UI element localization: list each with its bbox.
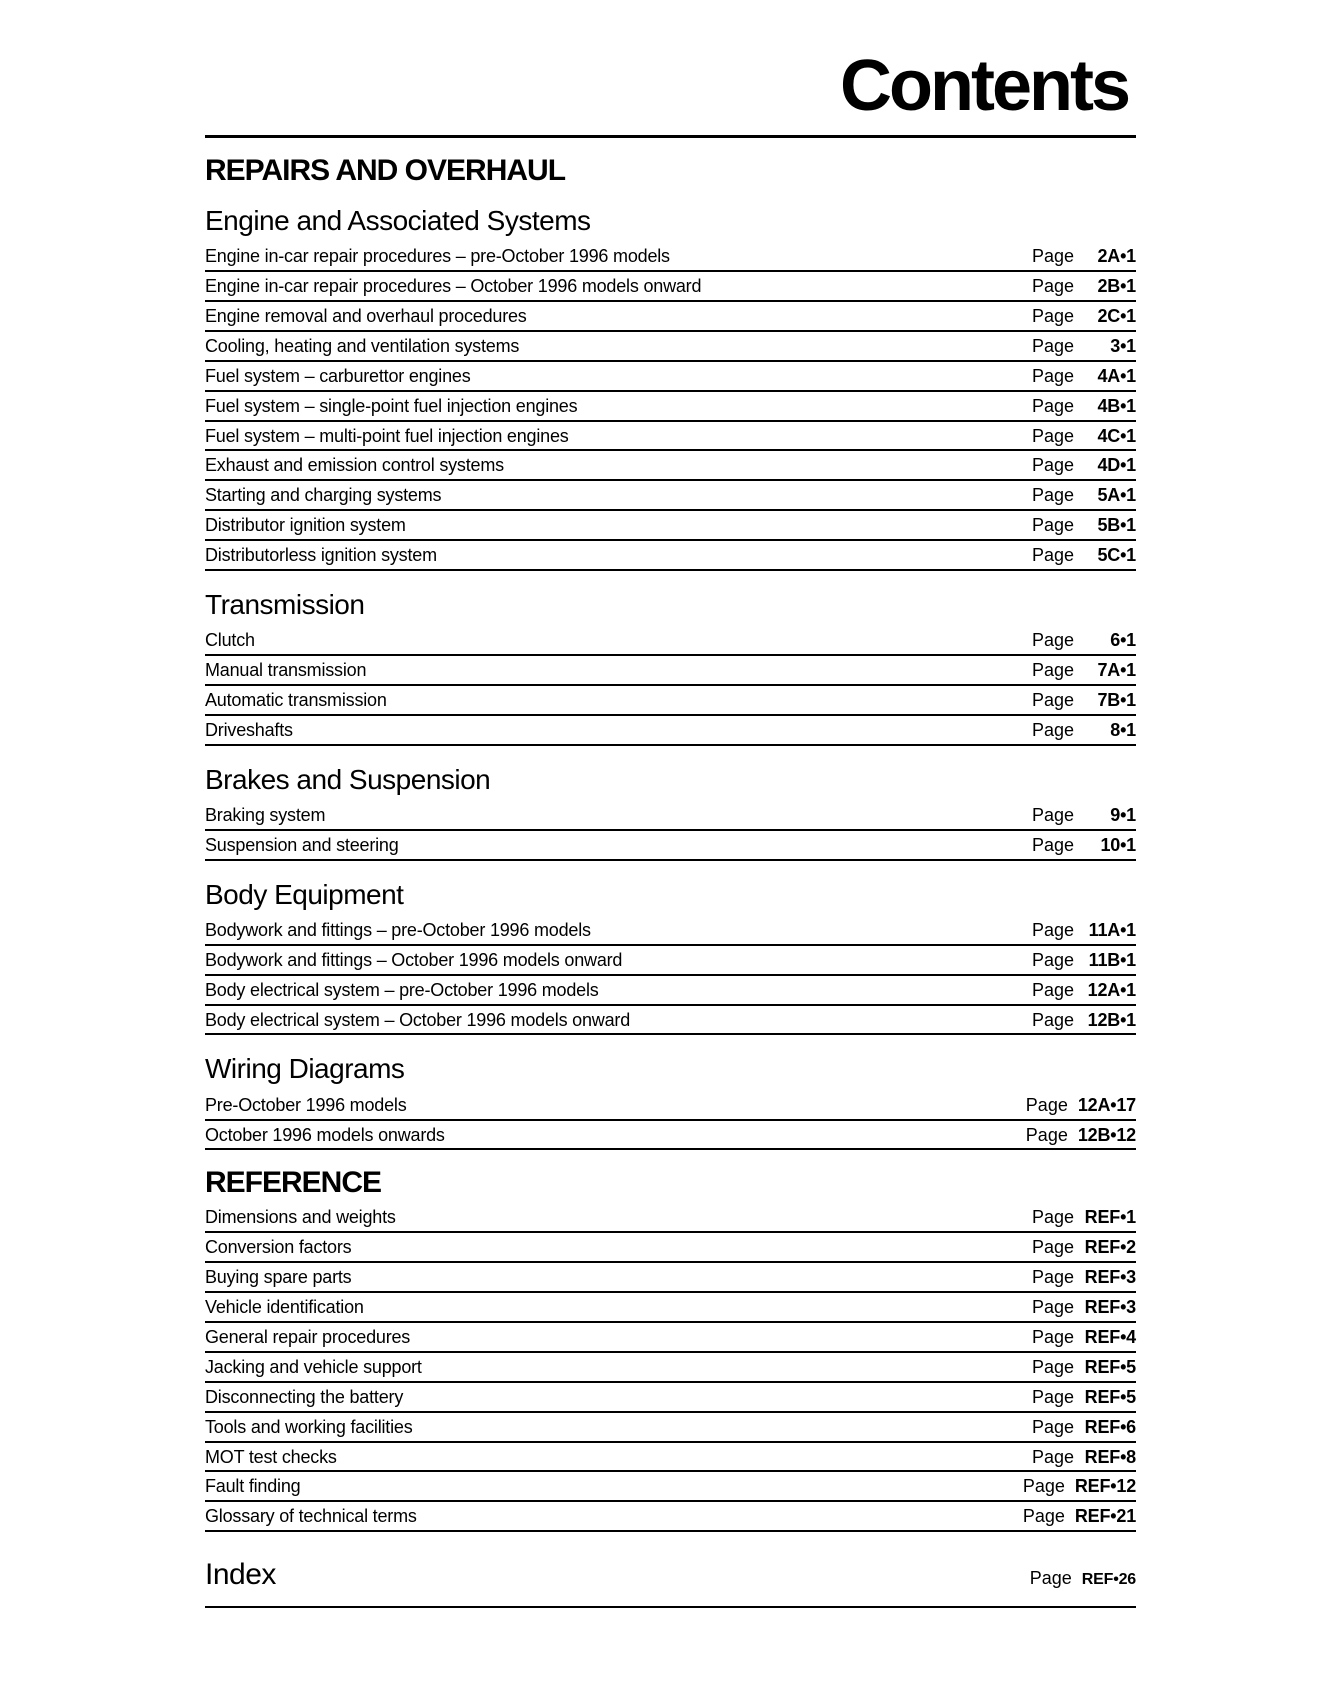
toc-entry-page bbox=[1032, 516, 1136, 535]
toc-row bbox=[205, 716, 1136, 746]
page-number: 6•1 bbox=[1110, 630, 1136, 651]
page-number: REF•12 bbox=[1074, 1476, 1136, 1497]
toc-entry-label: Distributor ignition system bbox=[205, 515, 406, 536]
page-number: REF•1 bbox=[1084, 1207, 1136, 1228]
toc-row bbox=[205, 1323, 1136, 1353]
toc-entry-page bbox=[1032, 1268, 1136, 1287]
toc-entry-page bbox=[1032, 1298, 1136, 1317]
toc-entry-page bbox=[1026, 1096, 1136, 1115]
page-word-label: Page bbox=[1025, 1124, 1068, 1145]
page-word-label: Page bbox=[1025, 1094, 1068, 1115]
index-label: Index bbox=[205, 1558, 276, 1592]
toc-row bbox=[205, 362, 1136, 392]
group-heading: Brakes and Suspension bbox=[205, 763, 491, 795]
toc-entry-label: Fuel system – carburettor engines bbox=[205, 365, 471, 386]
page-word-label: Page bbox=[1031, 1446, 1074, 1467]
toc-entry-page bbox=[1032, 1388, 1136, 1407]
group-heading: Engine and Associated Systems bbox=[205, 205, 591, 236]
toc-row bbox=[205, 332, 1136, 362]
toc-entry-label: Buying spare parts bbox=[205, 1267, 352, 1288]
toc-entry-label: Distributorless ignition system bbox=[205, 545, 437, 566]
toc-entry-page bbox=[1032, 1208, 1136, 1227]
page-word-label: Page bbox=[1031, 246, 1074, 267]
page-word-label: Page bbox=[1031, 276, 1074, 297]
page-word-label: Page bbox=[1031, 365, 1074, 386]
toc-row bbox=[205, 946, 1136, 976]
page-word-label: Page bbox=[1031, 1237, 1074, 1258]
page-number: REF•5 bbox=[1084, 1356, 1136, 1377]
toc-entry-label: October 1996 models onwards bbox=[205, 1124, 445, 1145]
page-number: 7B•1 bbox=[1097, 689, 1136, 710]
page-number: 2B•1 bbox=[1097, 276, 1136, 297]
page-number: REF•21 bbox=[1074, 1506, 1136, 1527]
page-number: 12B•1 bbox=[1087, 1009, 1136, 1030]
contents-page bbox=[205, 46, 1136, 1608]
page-number: REF•8 bbox=[1084, 1446, 1136, 1467]
toc-row bbox=[205, 272, 1136, 302]
toc-row bbox=[205, 422, 1136, 452]
toc-entry-label: Automatic transmission bbox=[205, 689, 387, 710]
toc-row bbox=[205, 541, 1136, 571]
page-number: REF•6 bbox=[1084, 1416, 1136, 1437]
toc-row bbox=[205, 511, 1136, 541]
toc-entry-page bbox=[1032, 806, 1136, 825]
toc-row bbox=[205, 392, 1136, 422]
toc-entry-label: Conversion factors bbox=[205, 1237, 352, 1258]
page-word-label: Page bbox=[1031, 660, 1074, 681]
toc-row bbox=[205, 451, 1136, 481]
page-word-label: Page bbox=[1029, 1568, 1072, 1589]
toc-entry-page bbox=[1032, 1328, 1136, 1347]
toc-entry-label: Disconnecting the battery bbox=[205, 1386, 404, 1407]
toc-row bbox=[205, 626, 1136, 656]
page-number: REF•2 bbox=[1084, 1237, 1136, 1258]
page-word-label: Page bbox=[1031, 1356, 1074, 1377]
page-word-label: Page bbox=[1031, 719, 1074, 740]
index-row bbox=[205, 1558, 1136, 1608]
toc-entry-page bbox=[1023, 1507, 1136, 1526]
toc-entry-label: Cooling, heating and ventilation systems bbox=[205, 335, 520, 356]
toc-entry-page bbox=[1032, 981, 1136, 1000]
toc-row bbox=[205, 1091, 1136, 1121]
toc-entry-label: Starting and charging systems bbox=[205, 485, 442, 506]
toc-entry-page bbox=[1032, 1448, 1136, 1467]
page-word-label: Page bbox=[1031, 515, 1074, 536]
page-number: REF•4 bbox=[1084, 1326, 1136, 1347]
toc-row bbox=[205, 302, 1136, 332]
toc-entry-page bbox=[1032, 921, 1136, 940]
toc-row bbox=[205, 242, 1136, 272]
page-number: 11A•1 bbox=[1088, 919, 1136, 940]
group-heading: Body Equipment bbox=[205, 878, 404, 910]
toc-row bbox=[205, 686, 1136, 716]
toc-entry-page bbox=[1032, 367, 1136, 386]
page-word-label: Page bbox=[1031, 949, 1074, 970]
group-heading: Transmission bbox=[205, 588, 365, 620]
toc-entry-page bbox=[1032, 631, 1136, 650]
page-number: 4D•1 bbox=[1097, 455, 1136, 476]
part-heading: REPAIRS AND OVERHAUL bbox=[205, 154, 566, 187]
toc-entry-label: Fuel system – single-point fuel injection engines bbox=[205, 395, 578, 416]
toc-entry-label: MOT test checks bbox=[205, 1446, 337, 1467]
toc-row bbox=[205, 1263, 1136, 1293]
page-number: 5B•1 bbox=[1097, 515, 1136, 536]
toc-row bbox=[205, 916, 1136, 946]
toc-row bbox=[205, 1472, 1136, 1502]
page-word-label: Page bbox=[1031, 305, 1074, 326]
toc-entry-label: Manual transmission bbox=[205, 660, 367, 681]
toc-entry-label: Bodywork and fittings – pre-October 1996 models bbox=[205, 919, 591, 940]
toc-row bbox=[205, 831, 1136, 861]
page-number: REF•3 bbox=[1084, 1267, 1136, 1288]
toc-entry-label: Fault finding bbox=[205, 1476, 301, 1497]
toc-entry-page bbox=[1032, 546, 1136, 565]
page-number: 3•1 bbox=[1110, 335, 1136, 356]
toc-row bbox=[205, 1006, 1136, 1036]
page-word-label: Page bbox=[1031, 485, 1074, 506]
toc-entry-label: Clutch bbox=[205, 630, 255, 651]
page-number: 5C•1 bbox=[1097, 545, 1136, 566]
page-number: 7A•1 bbox=[1097, 660, 1136, 681]
toc-entry-page bbox=[1032, 1011, 1136, 1030]
toc-entry-label: Jacking and vehicle support bbox=[205, 1356, 422, 1377]
page-word-label: Page bbox=[1031, 425, 1074, 446]
toc-entry-page bbox=[1032, 836, 1136, 855]
toc-entry-label: Driveshafts bbox=[205, 719, 293, 740]
page-word-label: Page bbox=[1031, 1326, 1074, 1347]
page-word-label: Page bbox=[1031, 1297, 1074, 1318]
toc-entry-page bbox=[1032, 1358, 1136, 1377]
toc-row bbox=[205, 1233, 1136, 1263]
toc-entry-page bbox=[1032, 661, 1136, 680]
toc-row bbox=[205, 1353, 1136, 1383]
page-word-label: Page bbox=[1031, 335, 1074, 356]
toc-entry-page bbox=[1032, 307, 1136, 326]
toc-entry-label: Body electrical system – pre-October 1996 models bbox=[205, 979, 599, 1000]
toc-entry-label: Body electrical system – October 1996 models onward bbox=[205, 1009, 631, 1030]
toc-entry-page bbox=[1032, 427, 1136, 446]
page-number: 4A•1 bbox=[1097, 365, 1136, 386]
toc-entry-page bbox=[1032, 691, 1136, 710]
page-number: REF•26 bbox=[1081, 1571, 1136, 1589]
toc-entry-page bbox=[1032, 1238, 1136, 1257]
toc-entry-label: Tools and working facilities bbox=[205, 1416, 413, 1437]
toc-entry-page bbox=[1032, 277, 1136, 296]
page-word-label: Page bbox=[1031, 919, 1074, 940]
toc-row bbox=[205, 976, 1136, 1006]
toc-entry-label: Glossary of technical terms bbox=[205, 1506, 417, 1527]
page-word-label: Page bbox=[1031, 545, 1074, 566]
part-heading: REFERENCE bbox=[205, 1166, 382, 1200]
toc-entry-page bbox=[1032, 486, 1136, 505]
toc-row bbox=[205, 1121, 1136, 1151]
toc-entry-page bbox=[1026, 1126, 1136, 1145]
page-number: 12A•17 bbox=[1077, 1094, 1136, 1115]
toc-entry-label: General repair procedures bbox=[205, 1326, 411, 1347]
page-number: 9•1 bbox=[1110, 804, 1136, 825]
toc-entry-label: Fuel system – multi-point fuel injection engines bbox=[205, 425, 569, 446]
page-number: 10•1 bbox=[1100, 834, 1136, 855]
toc-entry-page bbox=[1032, 721, 1136, 740]
page-number: 4C•1 bbox=[1097, 425, 1136, 446]
page-number: REF•5 bbox=[1084, 1386, 1136, 1407]
page-word-label: Page bbox=[1031, 1009, 1074, 1030]
page-word-label: Page bbox=[1022, 1476, 1065, 1497]
page-number: 5A•1 bbox=[1097, 485, 1136, 506]
page-word-label: Page bbox=[1031, 395, 1074, 416]
toc-entry-page bbox=[1032, 1418, 1136, 1437]
toc-entry-label: Pre-October 1996 models bbox=[205, 1094, 407, 1115]
page-word-label: Page bbox=[1031, 1267, 1074, 1288]
group-heading: Wiring Diagrams bbox=[205, 1053, 405, 1085]
toc-entry-label: Engine removal and overhaul procedures bbox=[205, 305, 527, 326]
page-number: 2A•1 bbox=[1097, 246, 1136, 267]
toc-row bbox=[205, 481, 1136, 511]
toc-row bbox=[205, 1443, 1136, 1473]
toc-row bbox=[205, 1502, 1136, 1532]
page-title: Contents bbox=[840, 46, 1128, 126]
toc-entry-label: Braking system bbox=[205, 804, 326, 825]
page-number: 12B•12 bbox=[1077, 1124, 1136, 1145]
page-number: 4B•1 bbox=[1097, 395, 1136, 416]
toc-entry-page bbox=[1032, 337, 1136, 356]
page-word-label: Page bbox=[1031, 630, 1074, 651]
toc-row bbox=[205, 1293, 1136, 1323]
table-of-contents bbox=[205, 154, 1136, 1608]
page-word-label: Page bbox=[1031, 834, 1074, 855]
toc-entry-label: Bodywork and fittings – October 1996 models onward bbox=[205, 949, 623, 970]
page-word-label: Page bbox=[1031, 1386, 1074, 1407]
page-number: 8•1 bbox=[1110, 719, 1136, 740]
page-number: 11B•1 bbox=[1088, 949, 1136, 970]
page-number: 12A•1 bbox=[1087, 979, 1136, 1000]
page-word-label: Page bbox=[1031, 455, 1074, 476]
toc-entry-label: Engine in-car repair procedures – pre-October 1996 models bbox=[205, 246, 670, 267]
toc-entry-page bbox=[1032, 247, 1136, 266]
toc-entry-label: Dimensions and weights bbox=[205, 1207, 396, 1228]
page-word-label: Page bbox=[1031, 1416, 1074, 1437]
page-word-label: Page bbox=[1022, 1506, 1065, 1527]
title-rule bbox=[205, 135, 1136, 138]
toc-row bbox=[205, 1383, 1136, 1413]
toc-entry-label: Vehicle identification bbox=[205, 1297, 364, 1318]
page-number: REF•3 bbox=[1084, 1297, 1136, 1318]
toc-entry-page bbox=[1032, 397, 1136, 416]
toc-row bbox=[205, 801, 1136, 831]
toc-row bbox=[205, 1203, 1136, 1233]
page-word-label: Page bbox=[1031, 689, 1074, 710]
toc-entry-label: Exhaust and emission control systems bbox=[205, 455, 504, 476]
toc-row bbox=[205, 1413, 1136, 1443]
page-word-label: Page bbox=[1031, 804, 1074, 825]
page-word-label: Page bbox=[1031, 979, 1074, 1000]
toc-entry-page bbox=[1032, 951, 1136, 970]
toc-row bbox=[205, 656, 1136, 686]
toc-entry-page bbox=[1023, 1477, 1136, 1496]
toc-entry-page bbox=[1030, 1568, 1136, 1589]
toc-entry-label: Suspension and steering bbox=[205, 834, 399, 855]
page-word-label: Page bbox=[1031, 1207, 1074, 1228]
page-number: 2C•1 bbox=[1097, 305, 1136, 326]
toc-entry-page bbox=[1032, 456, 1136, 475]
toc-entry-label: Engine in-car repair procedures – October 1996 models onward bbox=[205, 276, 702, 297]
